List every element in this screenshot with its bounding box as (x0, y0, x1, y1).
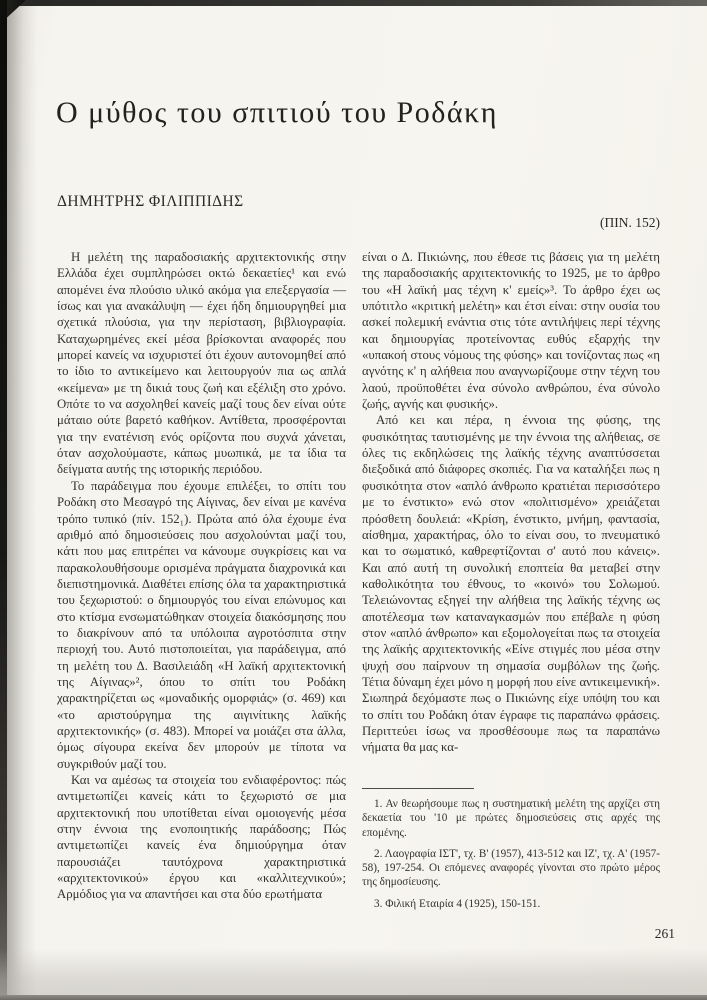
paragraph-1: Η μελέτη της παραδοσιακής αρχιτεκτονικής στην Ελλάδα έχει συμπληρώσει οκτώ δεκαετίες¹ και ενώ απομένει ένα πλούσιο υλικό ακόμα για επεξεργασία — ίσως και για ανακάλυψη — έχει ήδη δημιουργηθεί μια σχετικά πλούσια, για την περίσταση, βιβλιογραφία. Καταχωρημένες εκεί μέσα βρίσκονται αναφορές που μπορεί κανείς να ισχυριστεί ότι έχουν αυτονομηθεί από το ίδιο το αντικείμενο και λειτουργούν πια ως απλά «κείμενα» με τη δικιά τους ζωή και εξέλιξη στο χρόνο. Οπότε το να ασχοληθεί κανείς μαζί τους δεν είναι ούτε μάταιο ούτε βαρετό καθήκον. Αντίθετα, προσφέρονται για την ενατένιση ενός ορίζοντα που συχνά χάνεται, όταν ασχολούμαστε, κάπως μυωπικά, με τα ίδια τα δείγματα αυτής της ιστορικής περιόδου. (57, 250, 346, 477)
page-number: 261 (654, 926, 675, 941)
paragraph-2: Το παράδειγμα που έχουμε επιλέξει, το σπίτι του Ροδάκη στο Μεσαγρό της Αίγινας, δεν είναι με κανένα τρόπο τυπικό (πίν. 152₁). Πρώτα από όλα έχουμε ένα αριθμό από δημοσιεύσεις που ασχολούνται μαζί του, κάτι που μας επιτρέπει να κάνουμε συγκρίσεις και να παρακολουθήσουμε ορισμένα πράγματα διαχρονικά και διεπιστημονικά. Διαθέτει επίσης όλα τα χαρακτηριστικά του ξεχωριστού: ο δημιουργός του είναι επώνυμος και στο κτίσμα ενσωματώθηκαν στοιχεία διακόσμησης που το διακρίνουν από τα υπόλοιπα αγροτόσπιτα στην περιοχή του. Αυτό πιστοποιείται, για παράδειγμα, από τη μελέτη του Δ. Βασιλειάδη «Η λαϊκή αρχιτεκτονική της Αίγινας»², όπου το σπίτι του Ροδάκη χαρακτηρίζεται ως «μοναδικής ομορφιάς» (σ. 469) και «το αριστούργημα της αιγινίτικης λαϊκής αρχιτεκτονικής» (σ. 483). Μπορεί να μοιάζει στα άλλα, όμως σίγουρα εκείνα δεν μπορούν με τίποτα να συγκριθούν μαζί του. (57, 478, 346, 771)
scan-edge-left (0, 0, 7, 1000)
paragraph-5: Από κει και πέρα, η έννοια της φύσης, της φυσικότητας ταυτισμένης με την έννοια της αλήθειας, σε όλες τις εκδηλώσεις της λαϊκής τέχνης αναπτύσσεται διεξοδικά από διάφορες σκοπιές. Για να καταλήξει πως η φυσικότητα στον «απλό άνθρωπο κρατιέται περισσότερο με το ένστικτο» ενώ στον «πολιτισμένο» χρειάζεται πρόσθετη δουλειά: «Κρίση, ένστικτο, μνήμη, φαντασία, αίσθημα, χαρακτήρας, όλο το είναι σου, το πνευματικό και το σωματικό, καθρεφτίζονται σ' αυτό που κάνεις». Και από αυτή τη συνολική εποπτεία θα μεταβεί στην καθολικότητα του έθνους, το «κοινό» του Σολωμού. Τελειώνοντας εξηγεί την αλήθεια της λαϊκής τέχνης ως αποτέλεσμα των καταναγκασμών που επέβαλε η φύση στον «απλό άνθρωπο» και εξομολογείται πως τα στοιχεία της λαϊκής αρχιτεκτονικής «Είνε στιγμές που μέσα στην ψυχή σου παίρνουν τη σημασία συμβόλων της ζωής. Τέτια δύναμη έχει μόνο η μορφή που είνε αντικειμενική». Σιωπηρά δεχόμαστε πως ο Πικιώνης είχε υπόψη του και το σπίτι του Ροδάκη όταν έγραφε τις παραπάνω φράσεις. Περιττεύει ίσως να προσθέσουμε πως τα παραπάνω νήματα θα μας κα- (362, 413, 660, 755)
right-column (362, 249, 660, 756)
footnote-3: 3. Φιλική Εταιρία 4 (1925), 150-151. (374, 897, 541, 910)
plate-reference: (ΠΙΝ. 152) (600, 215, 660, 230)
author-name: ΔΗΜΗΤΡΗΣ ΦΙΛΙΠΠΙΔΗΣ (57, 193, 244, 210)
scan-edge-top (0, 0, 707, 6)
paragraph-3: Και να αμέσως τα στοιχεία του ενδιαφέροντος: πώς αντιμετωπίζει κανείς κάτι το ξεχωριστό σε μια αρχιτεκτονική που υποτίθεται είναι ομοιογενής μέσα στην έννοια της ενοποιητικής παράδοσης; Πώς αντιμετωπίζει κανείς ένα δημιούργημα όταν παρουσιάζει ταυτόχρονα χαρακτηριστικά «αρχιτεκτονικού» έργου και «καλλιτεχνικού»; Αρμόδιος για να απαντήσει και στα δύο ερωτήματα (57, 773, 346, 902)
scan-bottom-line (0, 995, 707, 1000)
footnotes-section (362, 788, 660, 918)
footnote-1: 1. Αν θεωρήσουμε πως η συστηματική μελέτη της αρχίζει στη δεκαετία του '10 με πρώτες δημοσιεύσεις στις αρχές της επομένης. (362, 798, 660, 839)
paragraph-4: είναι ο Δ. Πικιώνης, που έθεσε τις βάσεις για τη μελέτη της παραδοσιακής αρχιτεκτονικής το 1925, με το άρθρο του «Η λαϊκή μας τέχνη κ' εμείς»³. Το άρθρο έχει ως υπότιτλο «κριτική μελέτη» και έτσι είναι: στην ουσία του ασκεί πολεμική ενάντια στις τότε αντιλήψεις περί τέχνης και δημιουργίας προτείνοντας ευθύς εξαρχής την «υπακοή στους νόμους της φύσης» και τονίζοντας πως «η αγνότης κ' η αλήθεια που αναγνωρίζουμε στην τέχνη του λαού, προϋποθέτει ένα σύνολο ανθρώπου, ένα σύνολο ζωής, αγνής και φυσικής». (362, 250, 660, 412)
footnote-separator-rule (362, 788, 474, 789)
left-column (57, 249, 346, 903)
book-gutter-shadow (7, 0, 37, 1000)
footnote-2: 2. Λαογραφία ΙΣΤ', τχ. Β' (1957), 413-512 και ΙΖ', τχ. Α' (1957-58), 197-254. Οι επόμενες αναφορές γίνονται στο πρώτο μέρος της δημοσίευσης. (362, 847, 660, 889)
scan-edge-bottom (0, 948, 707, 1000)
page-title: Ο μύθος του σπιτιού του Ροδάκη (56, 96, 498, 129)
